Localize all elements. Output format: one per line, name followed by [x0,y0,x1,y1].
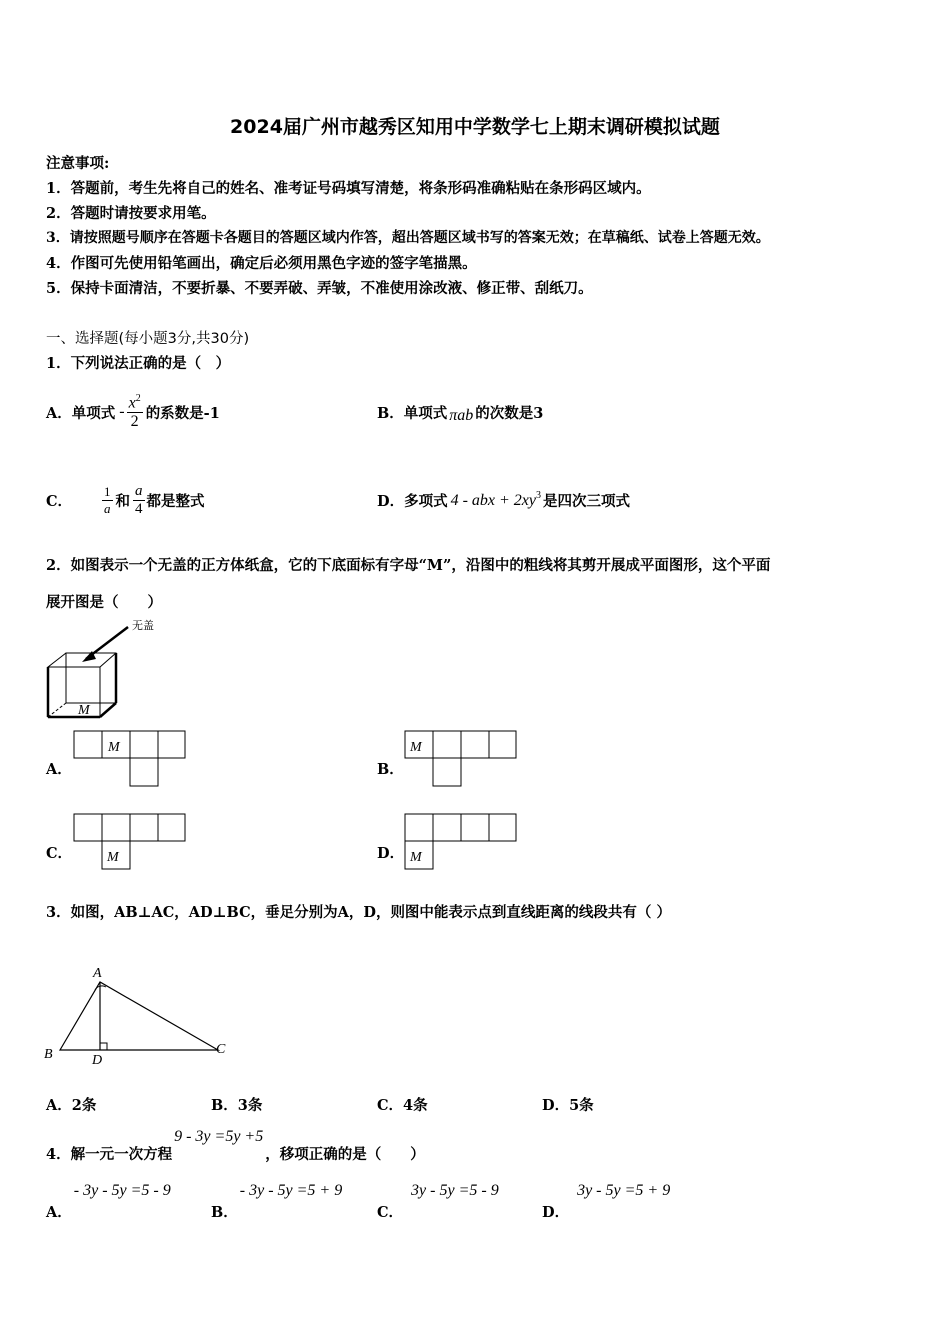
q4-equation: 9 - 3y =5y +5 [174,1128,264,1145]
q1-a-num: x [128,394,136,412]
net-figure-a [73,730,187,788]
page-title: 2024届广州市越秀区知用中学数学七上期末调研模拟试题 [230,116,720,138]
q4-d-label: D． [542,1204,570,1221]
q1-option-b [377,386,543,438]
net-a-letter-m: M [108,740,120,755]
q1-c-tail: 都是整式 [146,492,205,510]
q4-stem-post: ，移项正确的是（ ） [265,1146,425,1163]
q1-c-f1num: 1 [104,483,111,499]
q4-option-c [377,1182,499,1222]
q3-option-b: B．3条 [211,1097,263,1114]
q4-option-d [542,1182,670,1222]
q1-b-tail: 的次数是3 [475,404,544,422]
q4-b-expr: - 3y - 5y =5 + 9 [239,1182,343,1199]
q1-option-c [46,470,205,530]
q1-c-fraction-2 [133,483,145,518]
net-figure-d [404,813,518,871]
q1-d-label: D．多项式 [377,493,448,510]
q1-c-f1den: a [104,500,111,516]
net-figure-c [73,813,187,871]
q2-option-c-label: C． [46,845,73,862]
q3-option-a: A．2条 [46,1097,97,1114]
cube-figure [40,615,210,725]
point-b-label: B [44,1047,53,1062]
notice-item: 1．答题前，考生先将自己的姓名、准考证号码填写清楚，将条形码准确粘贴在条形码区域内。 [46,180,651,197]
cube-label-no-lid: 无盖 [132,620,154,632]
q1-c-f2num: a [135,482,143,499]
q1-c-label: C． [46,492,73,510]
q1-d-sup: 3 [536,490,542,501]
question-3-stem: 3．如图，AB⊥AC，AD⊥BC，垂足分别为A，D，则图中能表示点到直线距离的线段共有（ ） [46,904,671,921]
q4-d-expr: 3y - 5y =5 + 9 [577,1182,671,1199]
q1-c-f2den: 4 [135,500,143,517]
triangle-figure [40,960,240,1070]
section-heading: 一、选择题(每小题3分,共30分) [46,331,250,347]
q4-option-b [211,1182,342,1222]
q1-a-sup: 2 [135,392,141,404]
net-b-letter-m: M [410,740,422,755]
q2-option-b-label: B． [377,761,404,778]
q4-stem-pre: 4．解一元一次方程 [46,1146,173,1163]
q3-option-d: D．5条 [542,1097,594,1114]
notice-item: 5．保持卡面清洁，不要折暴、不要弄破、弄皱，不准使用涂改液、修正带、刮纸刀。 [46,280,593,297]
q1-a-den: 2 [130,413,139,431]
q2-option-a-label: A． [46,761,72,778]
q4-b-label: B． [211,1204,238,1221]
point-c-label: C [216,1042,226,1057]
question-2-stem-line-1: 2．如图表示一个无盖的正方体纸盒，它的下底面标有字母“M”，沿图中的粗线将其剪开展成平面图形，这个平面 [46,557,771,574]
q1-c-fraction-1 [102,484,113,517]
notice-item: 3．请按照题号顺序在答题卡各题目的答题区域内作答，超出答题区域书写的答案无效；在草稿纸、试卷上答题无效。 [46,230,770,246]
question-4-stem [46,1128,425,1164]
point-a-label: A [93,966,102,981]
q1-b-expr: πab [449,407,474,424]
notice-heading: 注意事项: [46,155,110,172]
q4-c-expr: 3y - 5y =5 - 9 [411,1182,499,1199]
notice-item: 2．答题时请按要求用笔。 [46,205,216,222]
net-c-letter-m: M [107,850,119,865]
q1-a-fraction [127,393,143,431]
q1-d-tail: 是四次三项式 [543,493,631,510]
q1-c-mid: 和 [115,492,131,510]
q1-option-d [377,490,630,511]
q1-option-a [46,386,220,438]
question-1-stem: 1．下列说法正确的是（ ） [46,355,231,372]
q1-b-label: B．单项式 [377,404,448,422]
q4-a-label: A． [46,1204,72,1221]
net-figure-b [404,730,518,788]
q2-option-d-label: D． [377,845,405,862]
q1-a-minus: - [119,403,125,420]
q4-a-expr: - 3y - 5y =5 - 9 [73,1182,171,1199]
q3-option-c: C．4条 [377,1097,428,1114]
point-d-label: D [92,1053,103,1068]
q1-d-expr: 4 - abx + 2xy [450,491,537,509]
question-2-stem-line-2: 展开图是（ ） [46,594,162,611]
q4-c-label: C． [377,1204,404,1221]
cube-letter-m: M [78,703,90,718]
net-d-letter-m: M [410,850,422,865]
q1-a-label: A．单项式 [46,404,116,422]
q1-a-tail: 的系数是-1 [145,404,220,422]
notice-item: 4．作图可先使用铅笔画出，确定后必须用黑色字迹的签字笔描黑。 [46,255,477,272]
q4-option-a [46,1182,171,1222]
